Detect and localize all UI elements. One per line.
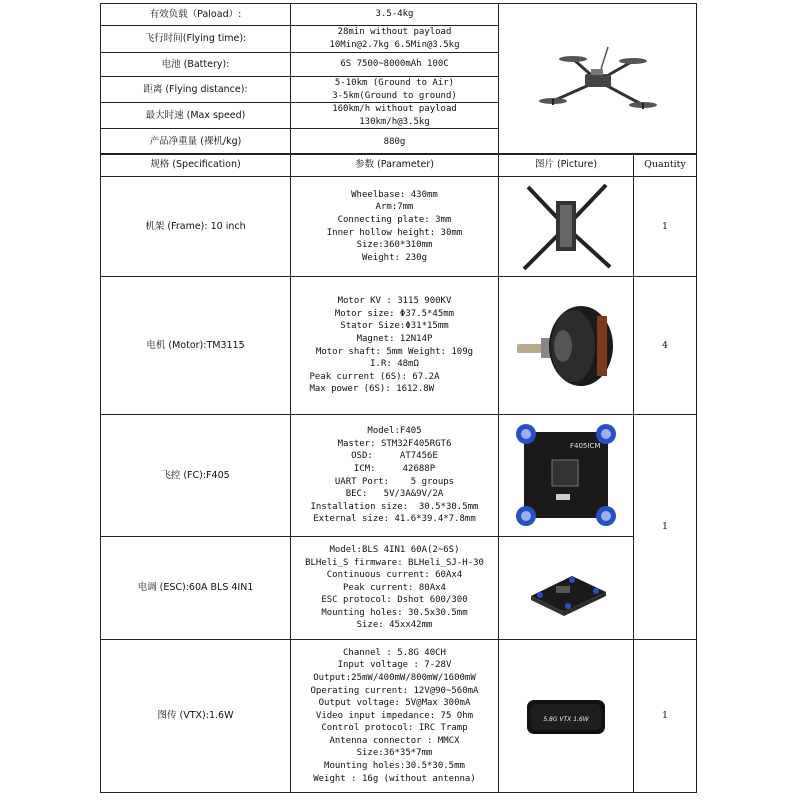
summary-value: 5-10km (Ground to Air) 3-5km(Ground to ground) <box>291 77 499 103</box>
component-picture <box>499 277 634 415</box>
vtx-icon <box>511 686 621 746</box>
summary-table <box>100 3 697 155</box>
summary-value: 6S 7500~8000mAh 100C <box>291 53 499 77</box>
drone-icon <box>533 39 663 119</box>
esc-icon <box>516 548 616 628</box>
summary-label: 飞行时间(Flying time): <box>101 26 291 53</box>
component-name: 图传 (VTX):1.6W <box>101 640 291 793</box>
motor-icon <box>511 288 621 403</box>
summary-value: 160km/h without payload 130km/h@3.5kg <box>291 103 499 129</box>
component-picture <box>499 415 634 537</box>
vtx-board-label: 5.8G VTX 1.6W <box>543 716 589 723</box>
component-quantity: 1 <box>634 177 697 277</box>
component-quantity: 4 <box>634 277 697 415</box>
flight-controller-icon <box>506 418 626 533</box>
component-quantity: 1 <box>634 640 697 793</box>
header-quantity: Quantity <box>634 154 697 177</box>
components-table <box>100 153 697 793</box>
component-params: Model:F405 Master: STM32F405RGT6 OSD: AT7456E ICM: 42688P UART Port: 5 groups BEC: 5V/3A&9V/2A Installation size: 30.5*30.5mm External size: 41.6*39.4*7.8mm <box>291 415 499 537</box>
component-params: Channel : 5.8G 40CH Input voltage : 7-28V Output:25mW/400mW/800mW/1600mW Operating current: 12V@90~560mA Output voltage: 5V@Max 300mA Video input impedance: 75 Ohm Control protocol: IRC Tramp Antenna connector : MMCX Size:36*35*7mm Mounting holes:30.5*30.5mm Weight : 16g (without antenna) <box>291 640 499 793</box>
component-params: Model:BLS 4IN1 60A(2~6S) BLHeli_S firmware: BLHeli_SJ-H-30 Continuous current: 60Ax4 Peak current: 80Ax4 ESC protocol: Dshot 600/300 Mounting holes: 30.5x30.5mm Size: 45xx42mm <box>291 537 499 640</box>
component-picture <box>499 640 634 793</box>
component-picture <box>499 537 634 640</box>
component-name: 机架 (Frame): 10 inch <box>101 177 291 277</box>
component-name: 电调 (ESC):60A BLS 4IN1 <box>101 537 291 640</box>
component-name: 电机 (Motor):TM3115 <box>101 277 291 415</box>
summary-label: 电池 (Battery): <box>101 53 291 77</box>
summary-value: 880g <box>291 129 499 155</box>
component-params: Wheelbase: 430mm Arm:7mm Connecting plate: 3mm Inner hollow height: 30mm Size:360*310mm Weight: 230g <box>291 177 499 277</box>
header-picture: 图片 (Picture) <box>499 154 634 177</box>
summary-label: 产品净重量 (裸机/kg) <box>101 129 291 155</box>
frame-icon <box>516 181 616 273</box>
component-picture <box>499 177 634 277</box>
summary-label: 距离 (Flying distance): <box>101 77 291 103</box>
component-params: Motor KV : 3115 900KV Motor size: Φ37.5*45mm Stator Size:Φ31*15mm Magnet: 12N14P Motor shaft: 5mm Weight: 109g I.R: 48mΩ Peak current (6S): 67.2A Max power (6S): 1612.8W <box>291 277 499 415</box>
summary-value: 3.5-4kg <box>291 4 499 26</box>
summary-label: 最大时速 (Max speed) <box>101 103 291 129</box>
summary-label: 有效负载（Paload）: <box>101 4 291 26</box>
summary-value: 28min without payload 10Min@2.7kg 6.5Min@3.5kg <box>291 26 499 53</box>
fc-board-label: F405ICM <box>570 442 601 450</box>
drone-image-cell <box>499 4 697 155</box>
header-param: 参数 (Parameter) <box>291 154 499 177</box>
component-quantity: 1 <box>634 415 697 640</box>
header-spec: 规格 (Specification) <box>101 154 291 177</box>
component-name: 飞控 (FC):F405 <box>101 415 291 537</box>
